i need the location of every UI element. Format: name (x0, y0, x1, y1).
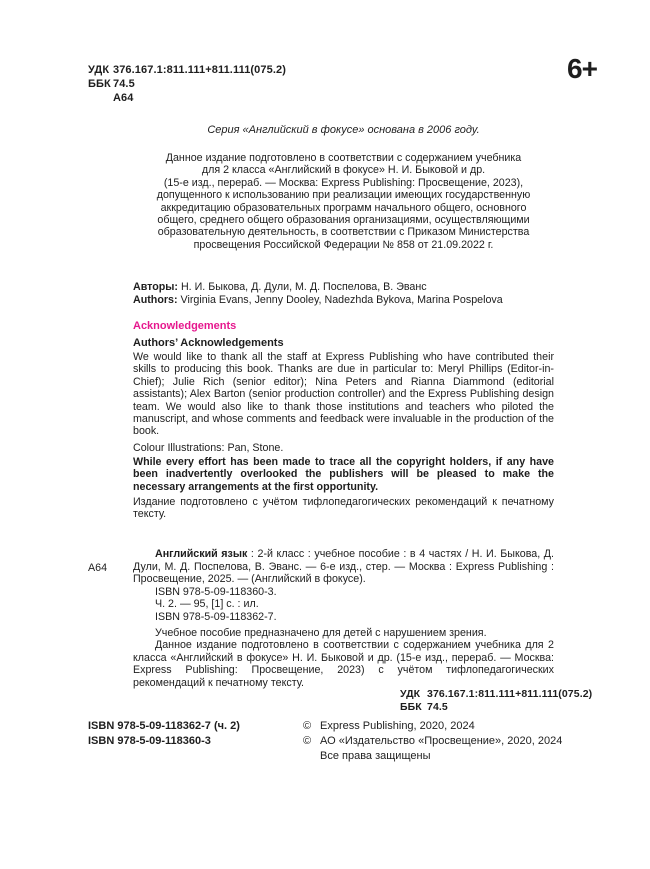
footer-copyright-block (303, 719, 562, 764)
catalog-card-author-code: А64 (88, 562, 108, 574)
series-note: Серия «Английский в фокусе» основана в 2006 году. (207, 124, 480, 136)
edition-note-line: просвещения Российской Федерации № 858 от 21.09.2022 г. (193, 238, 494, 251)
copyright-line (303, 734, 562, 749)
bbk-label-bottom: ББК (400, 700, 422, 713)
copyright-line (303, 749, 562, 764)
classification-codes-bottom (400, 688, 592, 713)
acknowledgements-body: We would like to thank all the staff at Express Publishing who have contributed their skills to producing this book. Thanks are due in particular to: Meryl Phillips (Editor-in-Chief); Julie Rich (senior editor); Nina Peters and Rianna Diammond (editorial assistants); Alex Barton (senior production controller) and the Express Publishing design team. We would also like to thank those institutions and teachers who piloted the manuscript, and whose comments and feedback were invaluable in the production of the book. (133, 351, 554, 438)
footer-isbn-line: ISBN 978-5-09-118362-7 (ч. 2) (88, 720, 240, 732)
bbk-row (88, 78, 286, 92)
footer-isbn-block (88, 719, 240, 749)
udk-row (88, 64, 286, 78)
udk-value-bottom: 376.167.1:811.111+811.111(075.2) (427, 688, 593, 700)
edition-note-line: Данное издание подготовлено в соответствии с содержанием учебника (165, 152, 522, 164)
copyright-symbol: © (303, 735, 312, 747)
udk-value: 376.167.1:811.111+811.111(075.2) (113, 64, 286, 76)
copyright-text: Все права защищены (320, 750, 431, 762)
catalog-card-isbn-series: ISBN 978-5-09-118360-3. (155, 585, 277, 598)
acknowledgements-heading: Acknowledgements (133, 320, 237, 332)
copyright-trace-notice: While every effort has been made to trace all the copyright holders, if any have been inadvertently overlooked the publishers will be pleased to make the necessary arrangements at the first opportunity. (133, 456, 554, 493)
catalog-card-edition-note: Данное издание подготовлено в соответствии с содержанием учебника для 2 класса «Английский в фокусе» Н. И. Быковой и др. (15-е изд., перераб. — Москва: Express Publishing: Просвещение, 2023) с учётом тифлопедагогических рекомендаций к печатному тексту. (133, 639, 554, 689)
author-code: А64 (113, 91, 134, 104)
catalog-card-title-rest: : 2-й класс : учебное пособие : в 4 частях / Н. И. Быкова, Д. Дули, М. Д. Поспелова, В. Эванс. — 6-е изд., стер. — Москва : Express Publishing : Просвещение, 2025. — (Английский в фокусе). (133, 548, 554, 586)
udk-row-bottom (400, 688, 592, 701)
authors-en-names: Virginia Evans, Jenny Dooley, Nadezhda Bykova, Marina Pospelova (180, 293, 503, 306)
copyright-line (303, 719, 562, 734)
authors-acknowledgements-subheading: Authors’ Acknowledgements (133, 337, 284, 349)
edition-note-line: допущенного к использованию при реализации имеющих государственную (156, 189, 531, 202)
catalog-card-isbn-part: ISBN 978-5-09-118362-7. (155, 610, 277, 623)
authors-en-label: Authors: (133, 293, 178, 306)
authors-block (133, 281, 554, 306)
catalog-card (133, 548, 554, 690)
age-rating-badge: 6+ (567, 53, 597, 84)
copyright-text: Express Publishing, 2020, 2024 (320, 720, 475, 732)
authors-ru-label: Авторы: (133, 281, 178, 293)
edition-note (133, 152, 554, 251)
copyright-text: АО «Издательство «Просвещение», 2020, 2024 (320, 735, 563, 747)
typhlopedagogical-note: Издание подготовлено с учётом тифлопедагогических рекомендаций к печатному тексту. (133, 496, 554, 521)
catalog-card-part-info: Ч. 2. — 95, [1] с. : ил. (155, 598, 259, 611)
authors-en-line (133, 294, 554, 307)
colour-illustrations-note: Colour Illustrations: Pan, Stone. (133, 442, 284, 454)
edition-note-line: образовательную деятельность, в соответствии с Приказом Министерства (157, 226, 530, 239)
edition-note-line: для 2 класса «Английский в фокусе» Н. И. Быковой и др. (201, 164, 486, 177)
edition-note-line: общего, среднего общего образования организациями, осуществляющими (157, 214, 530, 227)
edition-note-line: аккредитацию образовательных программ начального общего, основного (160, 201, 527, 214)
edition-note-line: (15-е изд., перераб. — Москва: Express Publishing: Просвещение, 2023), (163, 176, 524, 189)
bbk-value: 74.5 (113, 77, 135, 90)
catalog-card-title: Английский язык (155, 548, 248, 560)
catalog-card-main-entry (133, 548, 554, 586)
footer-isbn-line: ISBN 978-5-09-118360-3 (88, 735, 211, 747)
bbk-row-bottom (400, 701, 592, 714)
classification-codes (88, 64, 286, 105)
author-code-row (88, 92, 286, 106)
udk-label: УДК (88, 64, 110, 76)
udk-label-bottom: УДК (400, 688, 421, 700)
authors-ru-line (133, 281, 554, 294)
authors-ru-names: Н. И. Быкова, Д. Дули, М. Д. Поспелова, В. Эванс (180, 281, 427, 293)
catalog-card-vision-note: Учебное пособие предназначено для детей с нарушением зрения. (155, 626, 487, 639)
copyright-symbol: © (303, 720, 312, 732)
bbk-value-bottom: 74.5 (427, 700, 448, 713)
bbk-label: ББК (88, 77, 111, 90)
